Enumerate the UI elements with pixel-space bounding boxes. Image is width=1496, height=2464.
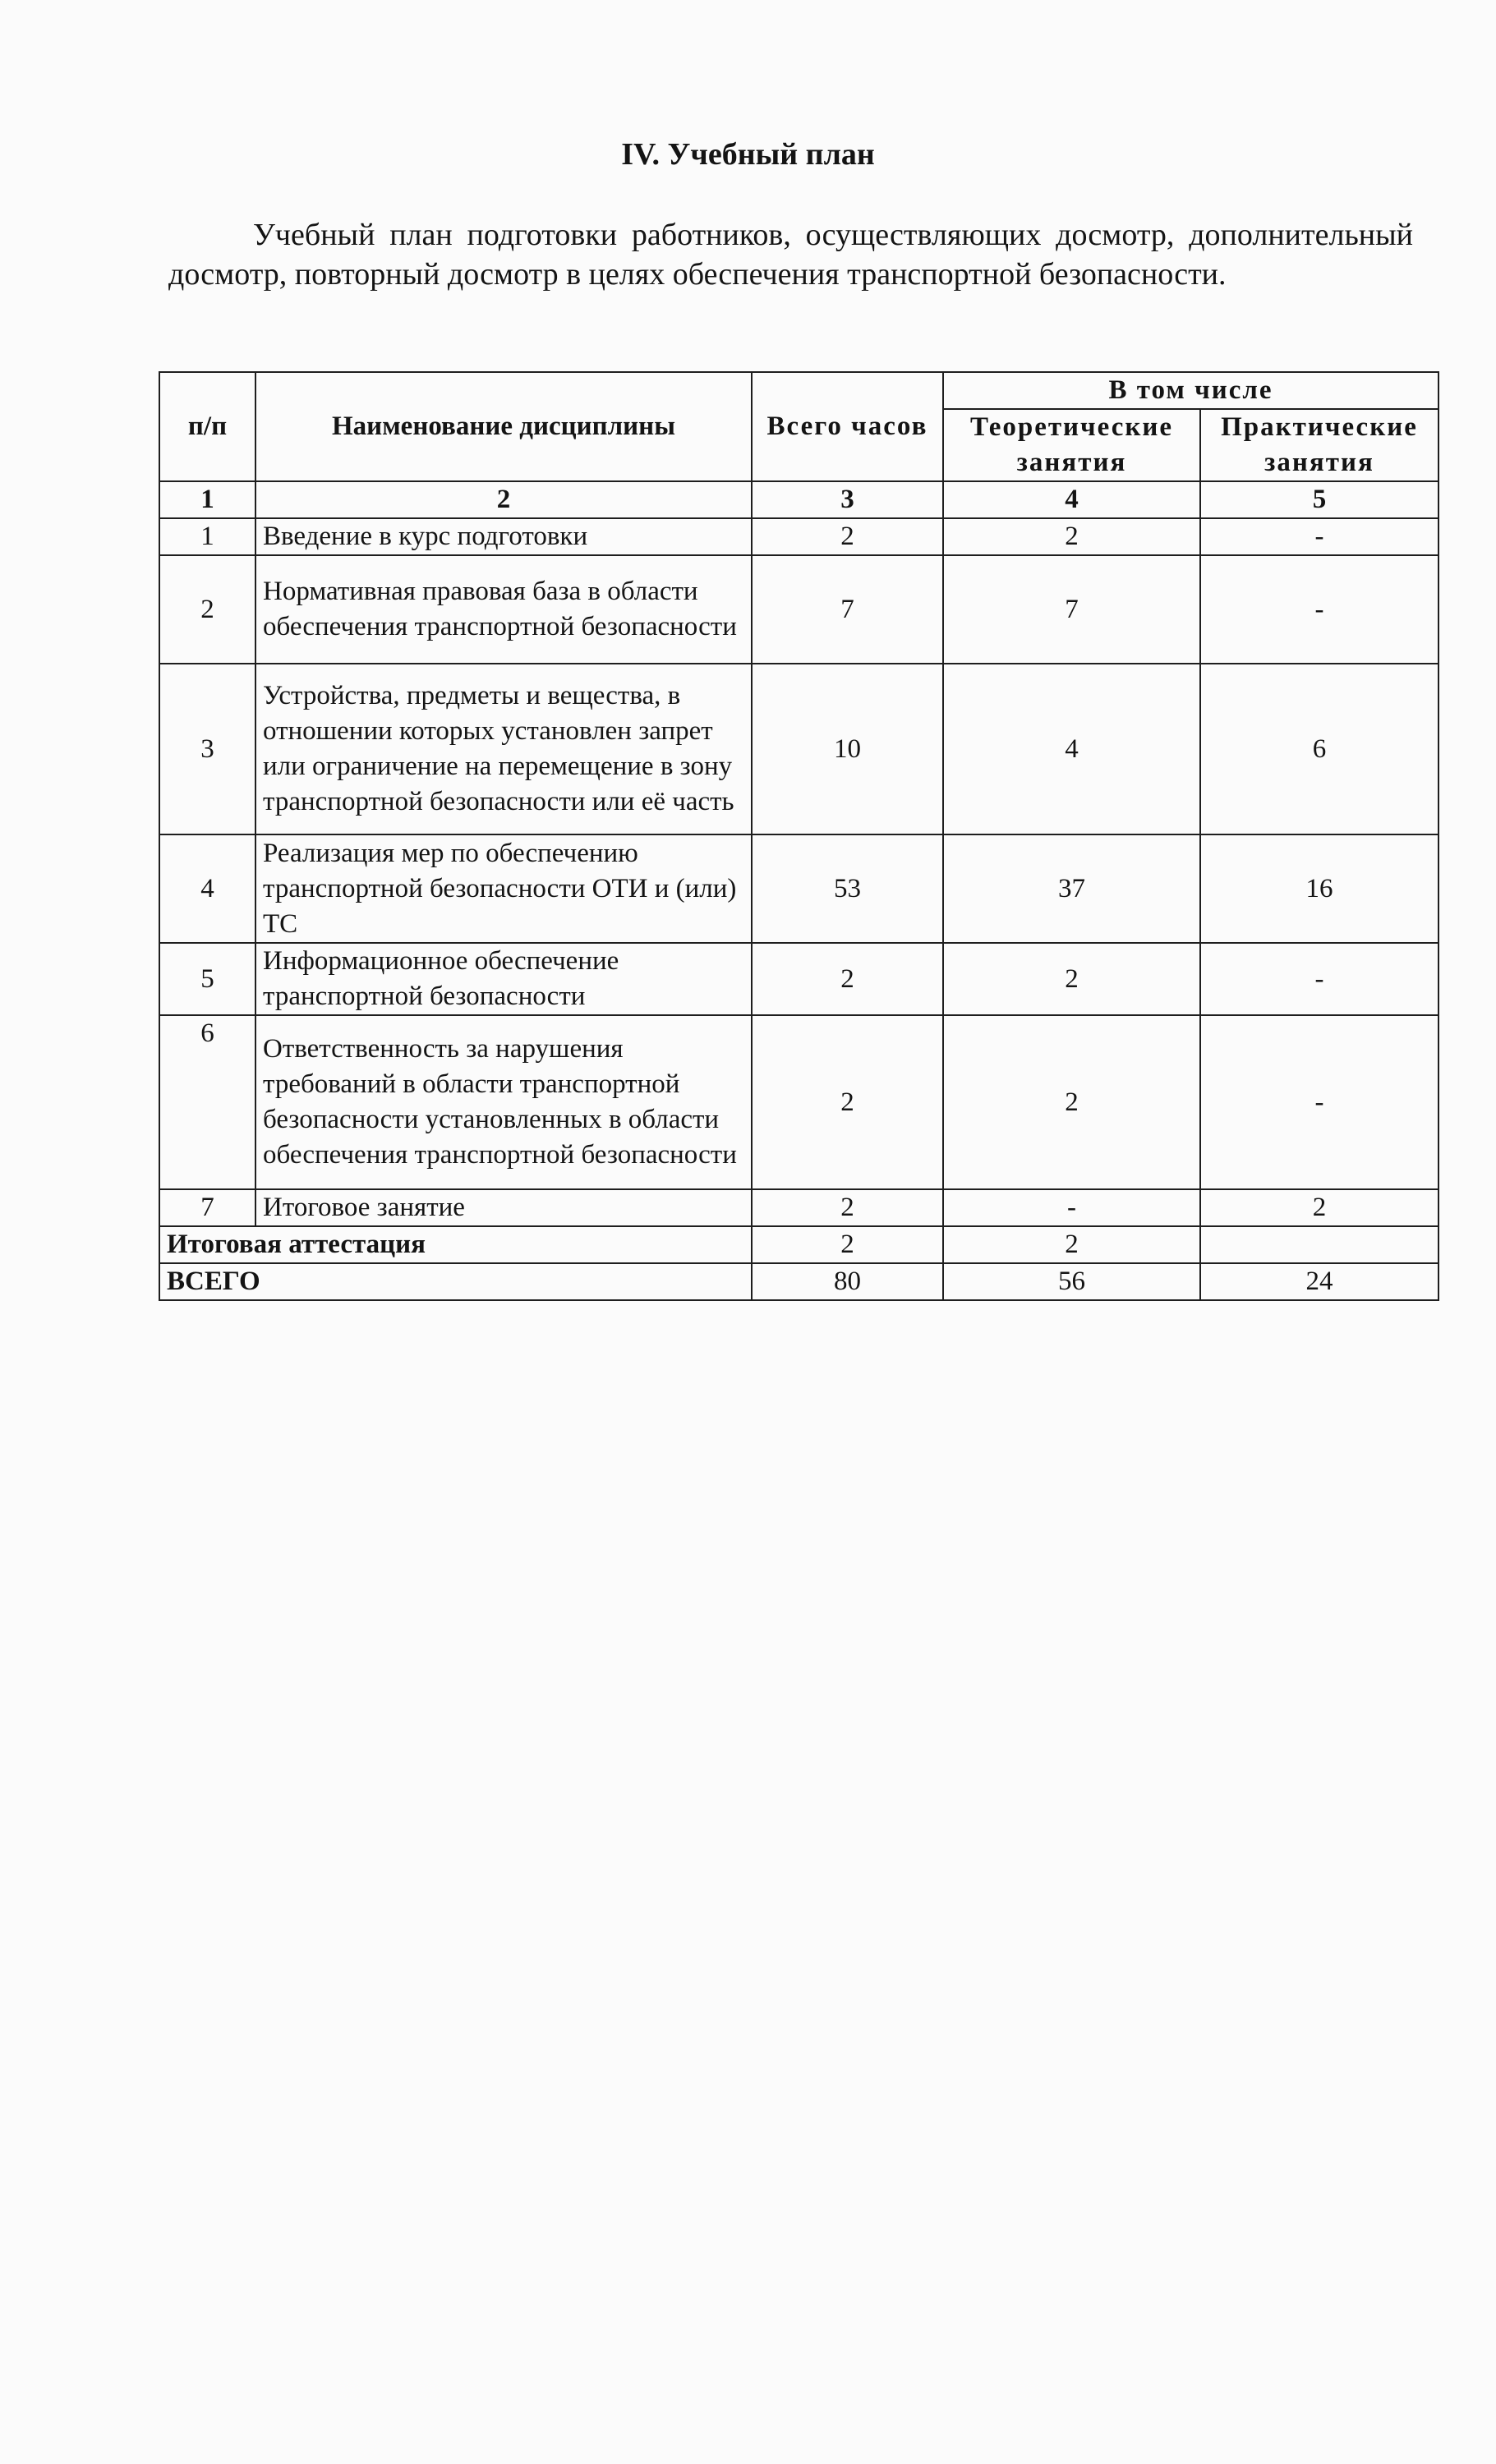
row-total: 7: [752, 555, 943, 664]
table-row: [159, 943, 1438, 1015]
intro-paragraph: Учебный план подготовки работников, осуществляющих досмотр, дополнительный досмотр, повторный досмотр в целях обеспечения транспортной безопасности.: [168, 218, 1413, 292]
row-total: 2: [752, 1015, 943, 1189]
row-theory: 2: [943, 943, 1200, 1015]
row-num: 3: [159, 664, 255, 834]
row-discipline: Информационное обеспечение транспортной безопасности: [255, 943, 752, 1015]
column-number: 2: [255, 481, 752, 518]
row-discipline: Итоговое занятие: [255, 1189, 752, 1226]
row-num: 4: [159, 834, 255, 943]
attestation-row: [159, 1226, 1438, 1263]
column-number: 1: [159, 481, 255, 518]
row-discipline: Устройства, предметы и вещества, в отношении которых установлен запрет или ограничение на перемещение в зону транспортной безопасности или её часть: [255, 664, 752, 834]
row-practice: -: [1200, 518, 1438, 555]
header-practice: Практические занятия: [1200, 409, 1438, 481]
column-number: 4: [943, 481, 1200, 518]
grand-total-hours: 80: [752, 1263, 943, 1300]
column-number: 3: [752, 481, 943, 518]
grand-total-theory: 56: [943, 1263, 1200, 1300]
row-theory: 7: [943, 555, 1200, 664]
table-row: [159, 1189, 1438, 1226]
header-including: В том числе: [943, 372, 1438, 409]
curriculum-table: [159, 371, 1439, 1301]
table-row: [159, 834, 1438, 943]
section-heading: IV. Учебный план: [621, 137, 875, 172]
attestation-label: Итоговая аттестация: [159, 1226, 752, 1263]
row-theory: -: [943, 1189, 1200, 1226]
row-num: 6: [159, 1015, 255, 1189]
row-practice: -: [1200, 943, 1438, 1015]
row-practice: -: [1200, 555, 1438, 664]
table-row: [159, 1015, 1438, 1189]
row-num: 1: [159, 518, 255, 555]
attestation-practice: [1200, 1226, 1438, 1263]
grand-total-row: [159, 1263, 1438, 1300]
table-row: [159, 518, 1438, 555]
header-total-hours: Всего часов: [752, 372, 943, 481]
row-total: 53: [752, 834, 943, 943]
table-row: [159, 664, 1438, 834]
attestation-total: 2: [752, 1226, 943, 1263]
column-numbers-row: [159, 481, 1438, 518]
grand-total-label: ВСЕГО: [159, 1263, 752, 1300]
header-discipline: Наименование дисциплины: [255, 372, 752, 481]
header-theory: Теоретические занятия: [943, 409, 1200, 481]
table-row: [159, 555, 1438, 664]
row-practice: 16: [1200, 834, 1438, 943]
row-total: 10: [752, 664, 943, 834]
row-total: 2: [752, 943, 943, 1015]
header-row-1: [159, 372, 1438, 409]
row-discipline: Нормативная правовая база в области обеспечения транспортной безопасности: [255, 555, 752, 664]
grand-total-practice: 24: [1200, 1263, 1438, 1300]
attestation-theory: 2: [943, 1226, 1200, 1263]
row-theory: 2: [943, 518, 1200, 555]
row-discipline: Введение в курс подготовки: [255, 518, 752, 555]
row-practice: -: [1200, 1015, 1438, 1189]
row-discipline: Ответственность за нарушения требований в области транспортной безопасности установленных в области обеспечения транспортной безопасности: [255, 1015, 752, 1189]
row-total: 2: [752, 518, 943, 555]
row-practice: 6: [1200, 664, 1438, 834]
row-discipline: Реализация мер по обеспечению транспортной безопасности ОТИ и (или) ТС: [255, 834, 752, 943]
row-practice: 2: [1200, 1189, 1438, 1226]
row-num: 2: [159, 555, 255, 664]
row-theory: 4: [943, 664, 1200, 834]
header-num: п/п: [159, 372, 255, 481]
row-theory: 2: [943, 1015, 1200, 1189]
row-num: 5: [159, 943, 255, 1015]
row-num: 7: [159, 1189, 255, 1226]
row-total: 2: [752, 1189, 943, 1226]
row-theory: 37: [943, 834, 1200, 943]
column-number: 5: [1200, 481, 1438, 518]
